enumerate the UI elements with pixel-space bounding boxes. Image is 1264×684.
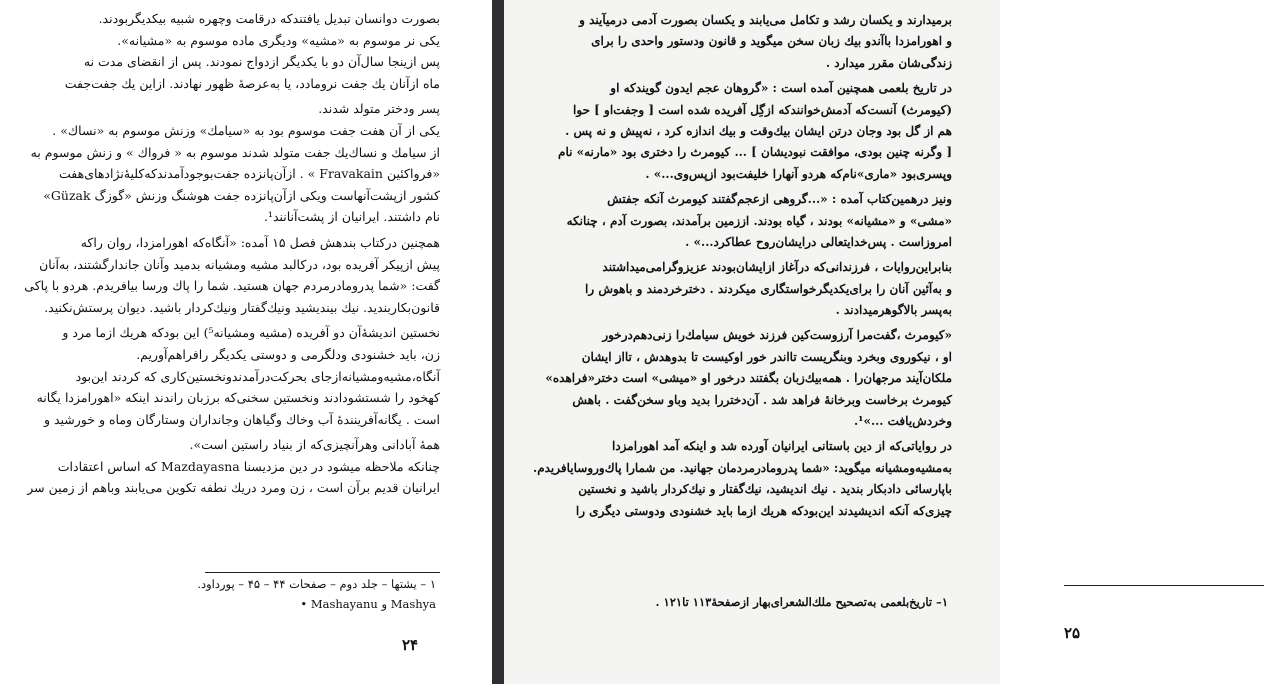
left-footnote-rule (205, 572, 440, 573)
text-line: همچنین درکتاب بندهش فصل ۱۵ آمده: «آنگاه‌که اهورامزدا، روان را‌که (80, 234, 440, 250)
left-page-number: ۲۴ (402, 636, 419, 654)
text-line: ماه ازآنان یك جفت نرومادد، یا به‌عرصهٔ ظهور نهادند. ازاین یك جفت‌جفت (64, 75, 440, 91)
text-line: بصورت دوانسان تبدیل یافتندکه درقامت وچهره شبیه بیکدیگربودند. (98, 11, 440, 26)
text-line: وپسری‌بود «ماری»نام‌که هردو آنهارا خلیفت‌بود ازپس‌وی...» . (645, 166, 952, 181)
text-line: به‌مشیه‌ومشیانه میگوید: «شما پدرومادرمردمان جهانید. من شمارا پاك‌وروسایافریدم. (533, 460, 952, 475)
text-line: هم از گل بود وجان درتن ایشان بیك‌وقت و بیك اندازه کرد ، نه‌پیش و نه پس . (565, 123, 952, 138)
text-line: بنابراین‌روایات ، فرزندانی‌که درآغاز ازایشان‌بودند عزیزوگرامی‌میداشتند (602, 260, 952, 275)
text-line: ونیز درهمین‌کتاب آمده : «...گروهی ازعجم‌گفتند کیومرث آنکه جفتش (607, 192, 952, 207)
text-line: «مشی» و «مشیانه» بودند ، گیاه بودند. اززمین برآمدند، بصورت آدم ، چنانکه (566, 213, 952, 228)
text-line: آنگاه،مشیه‌ومشیانه‌ازجای بحرکت‌درآمدندونخستین‌کاری که کردند این‌بود (75, 368, 440, 384)
text-line: است . یگانه‌آفرینندهٔ آب وخاك وگیاهان وجانداران وستارگان وماه و خورشید و (43, 411, 440, 427)
right-footnote-rule (1064, 585, 1264, 586)
left-page-body (24, 8, 440, 499)
text-line: در روایاتی‌که از دین باستانی ایرانیان آورده شد و اینکه آمد اهورامزدا (611, 439, 952, 454)
text-line: [ وگرنه چنین بودی، موافقت نبودیشان ] ... کیومرث را دختری بود «مارنه» نام (558, 145, 952, 160)
text-line: به‌پسر بالاگوهرمیدادند . (835, 303, 952, 318)
text-line: از سیامك و نساك‌یك جفت متولد شدند موسوم به « فرواك » و زنش موسوم به (30, 144, 440, 160)
text-line: زندگی‌شان مقرر میدارد . (825, 55, 952, 70)
text-line: در تاریخ بلعمی همچنین آمده است : «گروهان عجم ایدون گویند‌که او (610, 81, 952, 96)
text-line: برمیدارند و یکسان رشد و تکامل می‌یابند و یکسان بصورت آدمی درمیآیند و (579, 13, 952, 27)
right-page-number: ۲۵ (1064, 624, 1081, 642)
text-line: ملکان‌آیند مرجهان‌را . همه‌بیك‌زبان بگفتند درخور او «میشی» است دختر«فراهده» (545, 371, 952, 386)
text-line: «کیومرث ،گفت‌مرا آرزوست‌کین فرزند خویش سیامك‌را زنی‌دهم‌درخور (602, 328, 952, 343)
right-page-body (532, 10, 952, 522)
footnote-line: ۱ – یشتها – جلد دوم – صفحات ۴۴ – ۴۵ – پورداود. (197, 577, 436, 591)
text-line: یکی نر موسوم به «مشیه» ودیگری ماده موسوم به «مشیانه». (117, 32, 440, 48)
text-line: او ، نیکوروی وبخرد وبنگریست تااندر خور اوکیست تا بدوهدش ، تااز ایشان (581, 349, 952, 364)
text-line: نام داشتند. ایرانیان از پشت‌آنانند¹. (263, 209, 440, 225)
text-line: و به‌آئین آنان را برای‌یکدیگرخواستگاری میکردند . دخترخردمند و باهوش را (585, 281, 952, 296)
text-line: چنانکه ملاحظه میشود در دین مزدیسنا Mazdayasna که اساس اعتقادات (57, 458, 440, 474)
text-line: پسر ودختر متولد شدند. (318, 101, 440, 117)
text-line: چیزی‌که آنکه اندیشیدند این‌بود‌که هریك ازما باید خشنودی ودوستی دیگری را (575, 503, 952, 518)
text-line: همهٔ آبادانی وهرآنچیزی‌که از بنیاد راستین است». (189, 437, 440, 453)
text-line: نخستین اندیشهٔ‌آن دو آفریده (مشیه ومشیانه⁵) این بودکه هریك ازما مرد و (62, 325, 440, 341)
text-line: (کیومرث) آنست‌که آدمش‌خوانندکه ازگِل آفریده شده است [ وجفت‌او ] حوا (573, 102, 952, 117)
text-line: کهخود را شستشودادند ونخستین سخنی‌که برزبان راندند اینکه «اهورامزدا یگانه (36, 390, 440, 406)
text-line: امروزاست . پس‌خدایتعالی درایشان‌روح عطاکرد...» . (685, 234, 952, 249)
book-gutter (492, 0, 504, 684)
text-line: گفت: «شما پدرومادرمردم جهان هستید. شما را پاك ورسا بیافریدم. هردو با پاکی (24, 278, 440, 294)
footnote-line: Mashya و Mashayanu • (300, 597, 436, 611)
text-line: زن، باید خشنودی ودلگرمی و دوستی یکدیگر رافراهم‌آوریم. (136, 346, 440, 362)
text-line: وخردش‌یافت ...»¹. (853, 414, 952, 429)
text-line: یکی از آن هفت جفت موسوم بود به «سیامك» وزنش موسوم به «نساك» . (52, 122, 440, 138)
text-line: ایرانیان قدیم برآن است ، زن ومرد دریك نطفه تکوین می‌یابند وباهم از زمین سر (27, 480, 440, 496)
text-line: پیش ازپیکر آفریده بود، درکالبد مشیه ومشیانه بدمید وآنان جاندارگشتند، به‌آنان (39, 256, 440, 272)
right-page (504, 0, 1081, 684)
text-line: و اهورامزدا باآندو بیك زبان سخن میگوید و قانون ودستور واحدی را برای (591, 34, 952, 49)
left-page-footnotes (36, 574, 436, 614)
text-line: «فرواكئین Fravakain » . ازآن‌پانزده جفت‌بوجودآمدندکه‌کلیهٔ‌نژادهای‌هفت (59, 166, 440, 182)
text-line: کشور ازپشت‌آنهاست ویکی ازآن‌پانزده جفت هوشنگ وزنش «گوزگ Güzak» (43, 187, 440, 203)
left-page (0, 0, 492, 684)
right-page-footnotes (528, 592, 948, 612)
text-line: کیومرث برخاست وبرخانهٔ فراهد شد . آن‌دختررا بدید وباو سخن‌گفت . باهش (572, 392, 952, 407)
text-line: قانون‌بکاربندید. نیك بیندیشید ونیك‌گفتار ونیك‌کردار باشید. دیوان پرستش‌نکنید. (44, 299, 440, 315)
footnote-line: ۱– تاریخ‌بلعمی به‌تصحیح ملك‌الشعرای‌بهار ازصفحهٔ۱۱۳ تا۱۲۱ . (655, 595, 948, 609)
text-line: پس ازینجا سال‌آن دو با یکدیگر ازدواج نمودند. پس از انقضای مدت نه (83, 54, 440, 70)
text-line: باپارسائی دادبکار بندید . نیك اندیشید، نیك‌گفتار و نیك‌کردار باشید و نخستین (578, 482, 952, 497)
